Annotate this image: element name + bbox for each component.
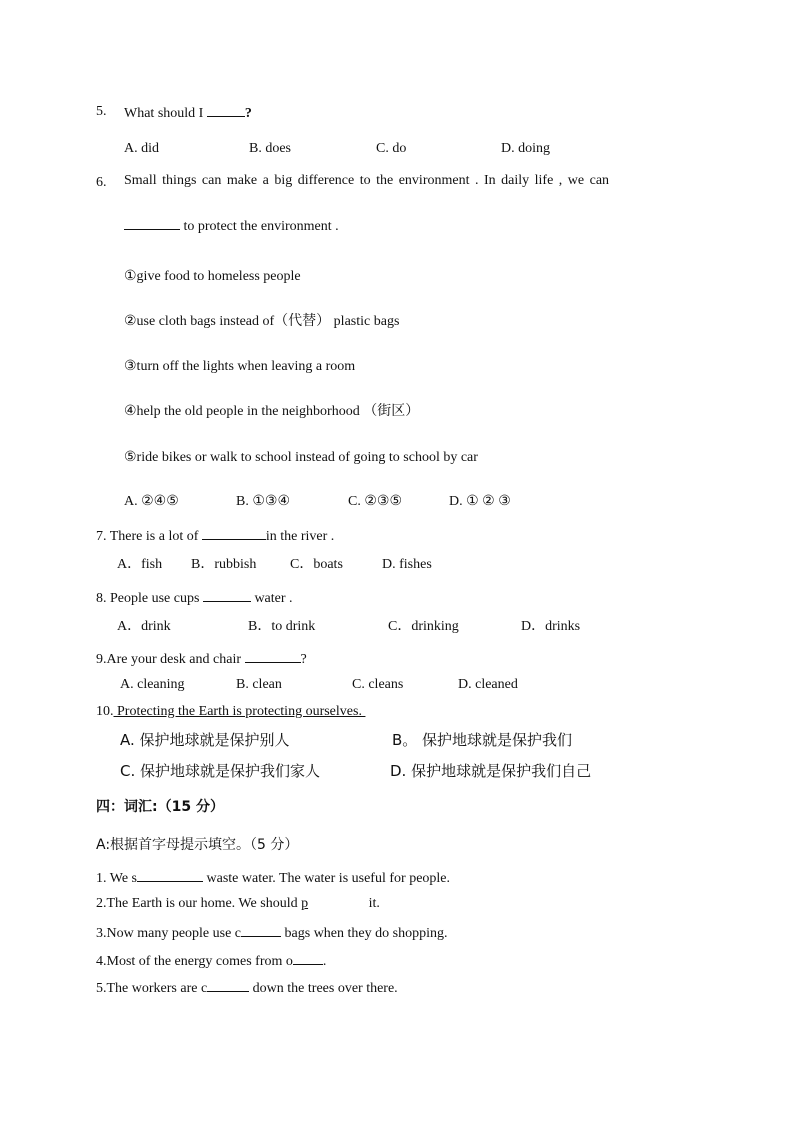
- q10-option-a[interactable]: A. 保护地球就是保护别人: [120, 731, 290, 749]
- q6-number: 6.: [96, 175, 107, 190]
- vocab-item-5-after: down the trees over there.: [249, 981, 398, 996]
- q6-line2-text: to protect the environment .: [180, 219, 339, 234]
- vocab-item-5: [96, 977, 398, 998]
- q7-option-d[interactable]: D. fishes: [382, 557, 432, 572]
- q5-option-d[interactable]: D. doing: [501, 141, 550, 156]
- vocab-item-2-letter: p: [301, 896, 309, 911]
- q7-option-b[interactable]: B．rubbish: [191, 557, 257, 572]
- section4-title: 四：词汇:（15 分）: [96, 799, 224, 815]
- vocab-item-2-blank[interactable]: [301, 895, 365, 913]
- q7-stem: [96, 525, 334, 546]
- section4-subtitle: A:根据首字母提示填空。（5 分）: [96, 837, 299, 853]
- q10-option-c[interactable]: C. 保护地球就是保护我们家人: [120, 762, 321, 780]
- q8-option-d[interactable]: D．drinks: [521, 619, 581, 634]
- q10-sentence: Protecting the Earth is protecting ourselves.: [113, 704, 366, 719]
- vocab-item-1-blank[interactable]: [137, 867, 203, 882]
- q6-item-4: ④help the old people in the neighborhood （街区）: [124, 404, 420, 419]
- q6-line1: Small things can make a big difference to the environment . In daily life , we can: [124, 173, 610, 188]
- q8-option-b[interactable]: B．to drink: [248, 619, 316, 634]
- q6-item-1: ①give food to homeless people: [124, 269, 301, 284]
- q9-option-d[interactable]: D. cleaned: [458, 677, 518, 692]
- vocab-item-4-after: .: [322, 954, 327, 969]
- vocab-item-4-blank[interactable]: [293, 950, 323, 965]
- q10-stem: [96, 703, 365, 721]
- q6-option-a[interactable]: A. ②④⑤: [124, 494, 179, 509]
- vocab-item-3-after: bags when they do shopping.: [281, 926, 448, 941]
- vocab-item-3: [96, 922, 447, 943]
- vocab-item-2-before: 2.The Earth is our home. We should: [96, 896, 302, 911]
- q10-option-d[interactable]: D. 保护地球就是保护我们自己: [390, 762, 592, 780]
- q5-number: 5.: [96, 104, 107, 119]
- q5-stem: [124, 102, 252, 123]
- q9-option-b[interactable]: B. clean: [236, 677, 282, 692]
- q5-blank[interactable]: [207, 102, 245, 117]
- q6-option-c[interactable]: C. ②③⑤: [348, 494, 402, 509]
- q6-item-2: ②use cloth bags instead of（代替） plastic bags: [124, 314, 400, 329]
- q9-option-a[interactable]: A. cleaning: [120, 677, 185, 692]
- q7-text-before: 7. There is a lot of: [96, 529, 202, 544]
- q10-option-b[interactable]: B。 保护地球就是保护我们: [392, 731, 573, 749]
- q5-option-b[interactable]: B. does: [249, 141, 291, 156]
- q8-blank[interactable]: [203, 587, 251, 602]
- q7-text-after: in the river .: [265, 529, 335, 544]
- vocab-item-1-after: waste water. The water is useful for people.: [203, 871, 451, 886]
- vocab-item-2-after: it.: [365, 896, 380, 911]
- q6-item-5: ⑤ride bikes or walk to school instead of going to school by car: [124, 450, 478, 465]
- q8-option-c[interactable]: C．drinking: [388, 619, 459, 634]
- vocab-item-4: [96, 950, 326, 971]
- q6-blank[interactable]: [124, 215, 180, 230]
- q7-option-c[interactable]: C．boats: [290, 557, 343, 572]
- q6-line2: [124, 215, 339, 236]
- q9-text-after: ?: [300, 652, 307, 667]
- q9-option-c[interactable]: C. cleans: [352, 677, 404, 692]
- vocab-item-3-before: 3.Now many people use c: [96, 926, 242, 941]
- q9-text-before: 9.Are your desk and chair: [96, 652, 245, 667]
- q5-text-before: What should I: [124, 106, 207, 121]
- q10-number: 10.: [96, 704, 114, 719]
- q6-option-d[interactable]: D. ① ② ③: [449, 494, 511, 509]
- q5-option-c[interactable]: C. do: [376, 141, 407, 156]
- vocab-item-4-before: 4.Most of the energy comes from o: [96, 954, 293, 969]
- q8-stem: [96, 587, 293, 608]
- q9-stem: [96, 648, 307, 669]
- q8-text-before: 8. People use cups: [96, 591, 203, 606]
- q7-blank[interactable]: [202, 525, 266, 540]
- vocab-item-3-blank[interactable]: [241, 922, 281, 937]
- q9-blank[interactable]: [245, 648, 301, 663]
- vocab-item-1-before: 1. We s: [96, 871, 138, 886]
- vocab-item-5-before: 5.The workers are c: [96, 981, 208, 996]
- vocab-item-2: [96, 895, 380, 913]
- q6-option-b[interactable]: B. ①③④: [236, 494, 290, 509]
- q8-option-a[interactable]: A．drink: [117, 619, 171, 634]
- q8-text-after: water .: [250, 591, 293, 606]
- q6-item-3: ③turn off the lights when leaving a room: [124, 359, 356, 374]
- q5-text-after: ?: [244, 106, 252, 121]
- vocab-item-5-blank[interactable]: [207, 977, 249, 992]
- q5-option-a[interactable]: A. did: [124, 141, 159, 156]
- vocab-item-1: [96, 867, 450, 888]
- q7-option-a[interactable]: A．fish: [117, 557, 163, 572]
